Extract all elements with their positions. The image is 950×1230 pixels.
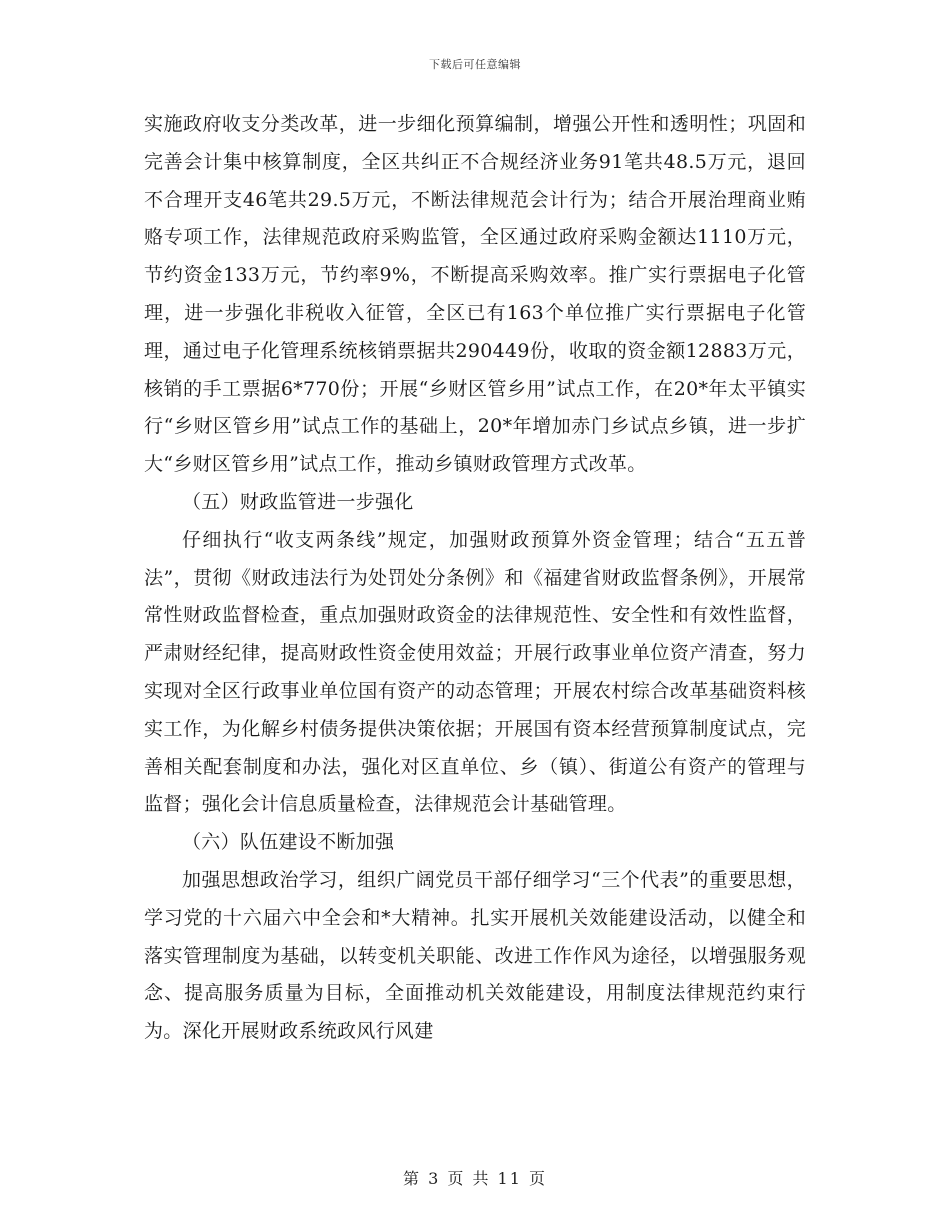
page-number-footer: 第 3 页 共 11 页 bbox=[403, 1169, 547, 1188]
paragraph-1: 实施政府收支分类改革，进一步细化预算编制，增强公开性和透明性；巩固和完善会计集中核算制度，全区共纠正不合规经济业务91笔共48.5万元，退回不合理开支46笔共29.5万元，不断法律规范会计行为；结合开展治理商业贿赂专项工作，法律规范政府采购监管，全区通过政府采购金额达1110万元，节约资金133万元，节约率9%，不断提高采购效率。推广实行票据电子化管理，进一步强化非税收入征管，全区已有163个单位推广实行票据电子化管理，通过电子化管理系统核销票据共290449份，收取的资金额12883万元，核销的手工票据6*770份；开展“乡财区管乡用”试点工作，在20*年太平镇实行“乡财区管乡用”试点工作的基础上，20*年增加赤门乡试点乡镇，进一步扩大“乡财区管乡用”试点工作，推动乡镇财政管理方式改革。 bbox=[144, 113, 806, 476]
paragraph-3: 加强思想政治学习，组织广阔党员干部仔细学习“三个代表”的重要思想，学习党的十六届六中全会和*大精神。扎实开展机关效能建设活动，以健全和落实管理制度为基础，以转变机关职能、改进工作作风为途径，以增强服务观念、提高服务质量为目标，全面推动机关效能建设，用制度法律规范约束行为。深化开展财政系统政风行风建 bbox=[144, 868, 806, 1043]
header-note: 下载后可任意编辑 bbox=[429, 58, 521, 71]
section-heading-5: （五）财政监管进一步强化 bbox=[182, 490, 414, 513]
document-body bbox=[144, 106, 806, 1051]
section-heading-6: （六）队伍建设不断加强 bbox=[182, 831, 395, 854]
paragraph-2: 仔细执行“收支两条线”规定，加强财政预算外资金管理；结合“五五普法”，贯彻《财政违法行为处罚处分条例》和《福建省财政监督条例》，开展常常性财政监督检查，重点加强财政资金的法律规范性、安全性和有效性监督，严肃财经纪律，提高财政性资金使用效益；开展行政事业单位资产清查，努力实现对全区行政事业单位国有资产的动态管理；开展农村综合改革基础资料核实工作，为化解乡村债务提供决策依据；开展国有资本经营预算制度试点，完善相关配套制度和办法，强化对区直单位、乡（镇）、街道公有资产的管理与监督；强化会计信息质量检查，法律规范会计基础管理。 bbox=[144, 528, 806, 816]
